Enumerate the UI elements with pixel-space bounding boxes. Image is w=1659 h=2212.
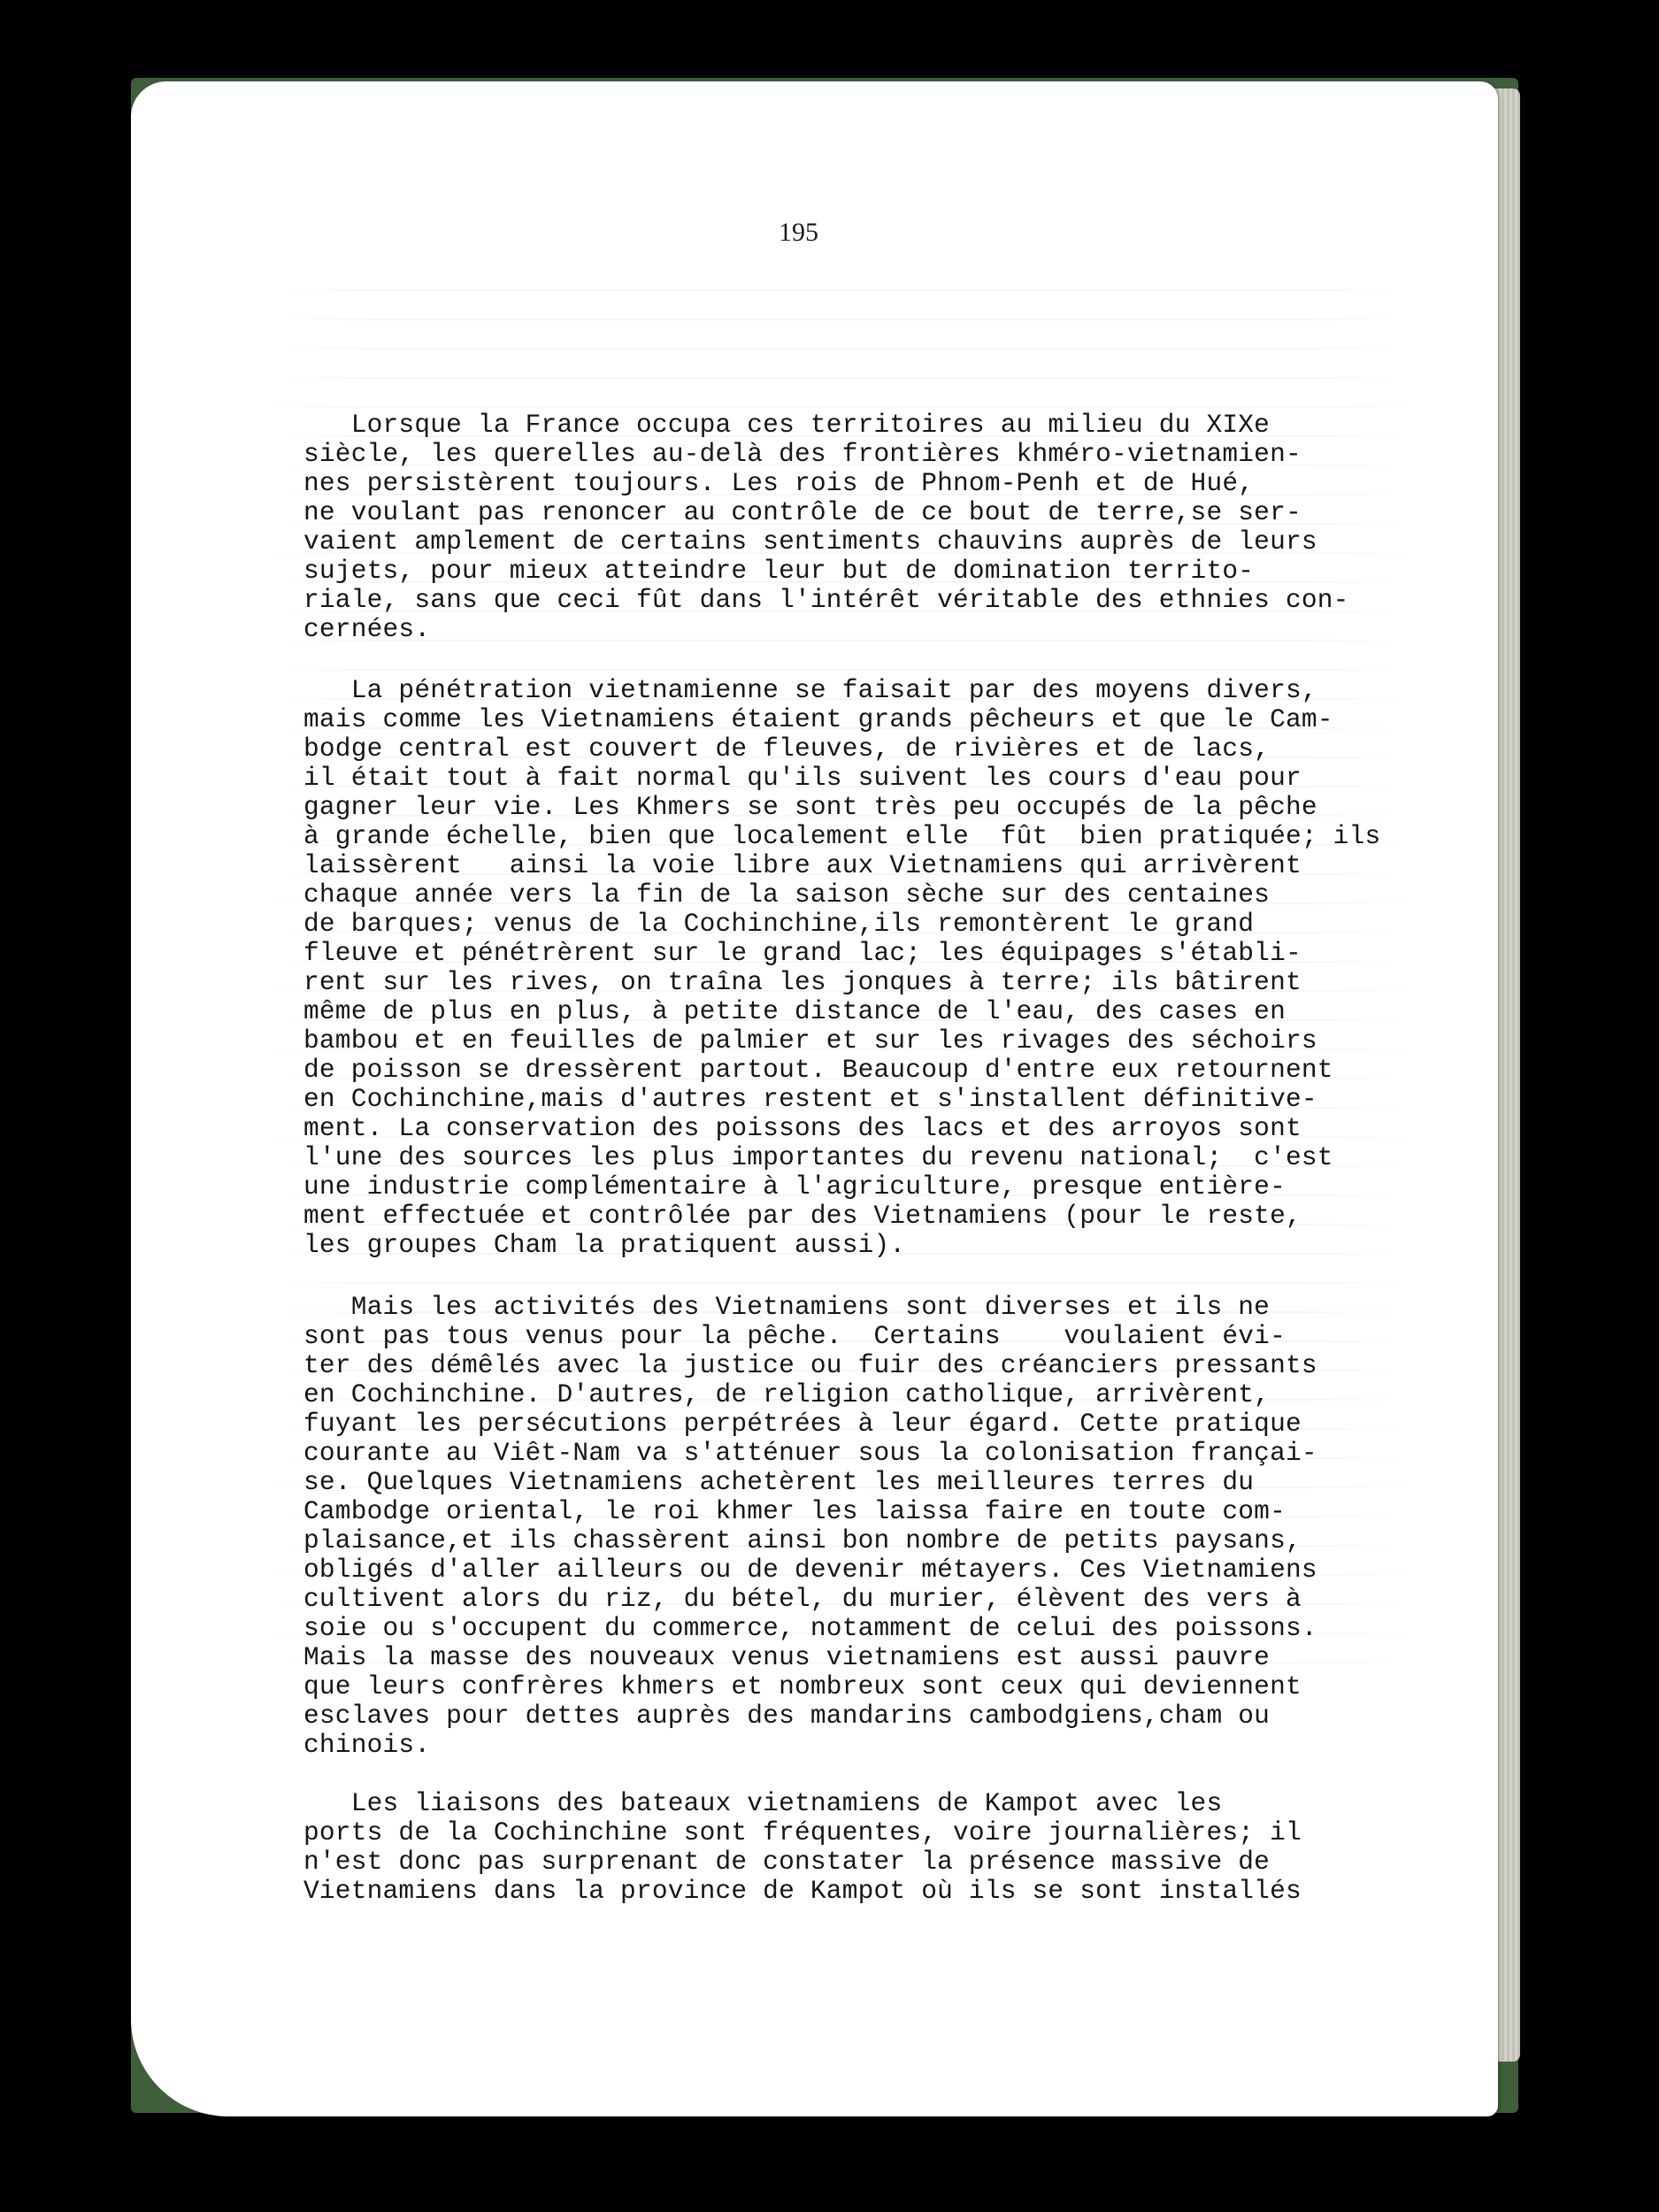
text-line: ment effectuée et contrôlée par des Vietnamiens (pour le reste,	[303, 1201, 1302, 1231]
text-line: chaque année vers la fin de la saison sèche sur des centaines	[303, 879, 1271, 910]
text-line: il était tout à fait normal qu'ils suivent les cours d'eau pour	[303, 763, 1302, 793]
text-line: ne voulant pas renoncer au contrôle de ce bout de terre,se ser-	[303, 497, 1302, 527]
text-line: soie ou s'occupent du commerce, notamment de celui des poissons.	[303, 1613, 1317, 1643]
text-line: fuyant les persécutions perpétrées à leur égard. Cette pratique	[303, 1409, 1302, 1439]
text-line: ter des démêlés avec la justice ou fuir des créanciers pressants	[303, 1350, 1317, 1380]
text-line: chinois.	[303, 1730, 431, 1760]
text-line: cernées.	[303, 614, 431, 644]
text-line: se. Quelques Vietnamiens achetèrent les meilleures terres du	[303, 1467, 1255, 1497]
text-line: de barques; venus de la Cochinchine,ils remontèrent le grand	[303, 909, 1255, 939]
paragraph-1	[303, 411, 1480, 644]
text-line: sont pas tous venus pour la pêche. Certains voulaient évi-	[303, 1321, 1286, 1351]
text-line: en Cochinchine,mais d'autres restent et s'installent définitive-	[303, 1084, 1317, 1114]
text-line: nes persistèrent toujours. Les rois de Phnom-Penh et de Hué,	[303, 468, 1255, 498]
text-line: Lorsque la France occupa ces territoires au milieu du XIXe	[303, 410, 1271, 440]
text-line: les groupes Cham la pratiquent aussi).	[303, 1230, 906, 1260]
text-line: rent sur les rives, on traîna les jonques à terre; ils bâtirent	[303, 967, 1302, 997]
text-line: une industrie complémentaire à l'agriculture, presque entière-	[303, 1171, 1286, 1202]
text-line: mais comme les Vietnamiens étaient grands pêcheurs et que le Cam-	[303, 704, 1333, 734]
text-line: Mais les activités des Vietnamiens sont diverses et ils ne	[303, 1292, 1271, 1322]
text-line: de poisson se dressèrent partout. Beaucoup d'entre eux retournent	[303, 1055, 1333, 1085]
text-line: n'est donc pas surprenant de constater la présence massive de	[303, 1847, 1271, 1877]
text-line: fleuve et pénétrèrent sur le grand lac; les équipages s'établi-	[303, 938, 1302, 968]
text-line: La pénétration vietnamienne se faisait par des moyens divers,	[303, 675, 1317, 705]
text-line: en Cochinchine. D'autres, de religion catholique, arrivèrent,	[303, 1379, 1271, 1409]
text-line: gagner leur vie. Les Khmers se sont très peu occupés de la pêche	[303, 792, 1317, 822]
text-line: que leurs confrères khmers et nombreux sont ceux qui deviennent	[303, 1671, 1302, 1701]
text-line: Cambodge oriental, le roi khmer les laissa faire en toute com-	[303, 1496, 1286, 1526]
text-line: vaient amplement de certains sentiments chauvins auprès de leurs	[303, 526, 1317, 557]
paragraph-4	[303, 1789, 1480, 1906]
text-line: obligés d'aller ailleurs ou de devenir métayers. Ces Vietnamiens	[303, 1555, 1317, 1585]
text-line: ment. La conservation des poissons des lacs et des arroyos sont	[303, 1113, 1302, 1143]
text-line: à grande échelle, bien que localement elle fût bien pratiquée; ils	[303, 821, 1381, 851]
text-line: ports de la Cochinchine sont fréquentes, voire journalières; il	[303, 1817, 1302, 1847]
text-line: Vietnamiens dans la province de Kampot où ils se sont installés	[303, 1876, 1302, 1906]
text-line: sujets, pour mieux atteindre leur but de domination territo-	[303, 556, 1255, 586]
text-line: courante au Viêt-Nam va s'atténuer sous la colonisation françai-	[303, 1438, 1317, 1468]
text-line: cultivent alors du riz, du bétel, du murier, élèvent des vers à	[303, 1584, 1302, 1614]
paragraph-2	[303, 676, 1480, 1260]
page-number: 195	[779, 218, 818, 247]
text-line: esclaves pour dettes auprès des mandarins cambodgiens,cham ou	[303, 1701, 1271, 1731]
text-line: riale, sans que ceci fût dans l'intérêt véritable des ethnies con-	[303, 585, 1349, 615]
text-line: bambou et en feuilles de palmier et sur les rivages des séchoirs	[303, 1025, 1317, 1056]
text-line: laissèrent ainsi la voie libre aux Vietnamiens qui arrivèrent	[303, 850, 1302, 880]
paragraph-3	[303, 1293, 1480, 1760]
text-line: bodge central est couvert de fleuves, de rivières et de lacs,	[303, 733, 1271, 764]
text-line: même de plus en plus, à petite distance de l'eau, des cases en	[303, 996, 1286, 1026]
text-line: plaisance,et ils chassèrent ainsi bon nombre de petits paysans,	[303, 1525, 1302, 1555]
text-line: l'une des sources les plus importantes du revenu national; c'est	[303, 1142, 1333, 1172]
text-line: siècle, les querelles au-delà des frontières khméro-vietnamien-	[303, 439, 1302, 469]
text-line: Les liaisons des bateaux vietnamiens de Kampot avec les	[303, 1788, 1223, 1818]
text-line: Mais la masse des nouveaux venus vietnamiens est aussi pauvre	[303, 1642, 1271, 1672]
